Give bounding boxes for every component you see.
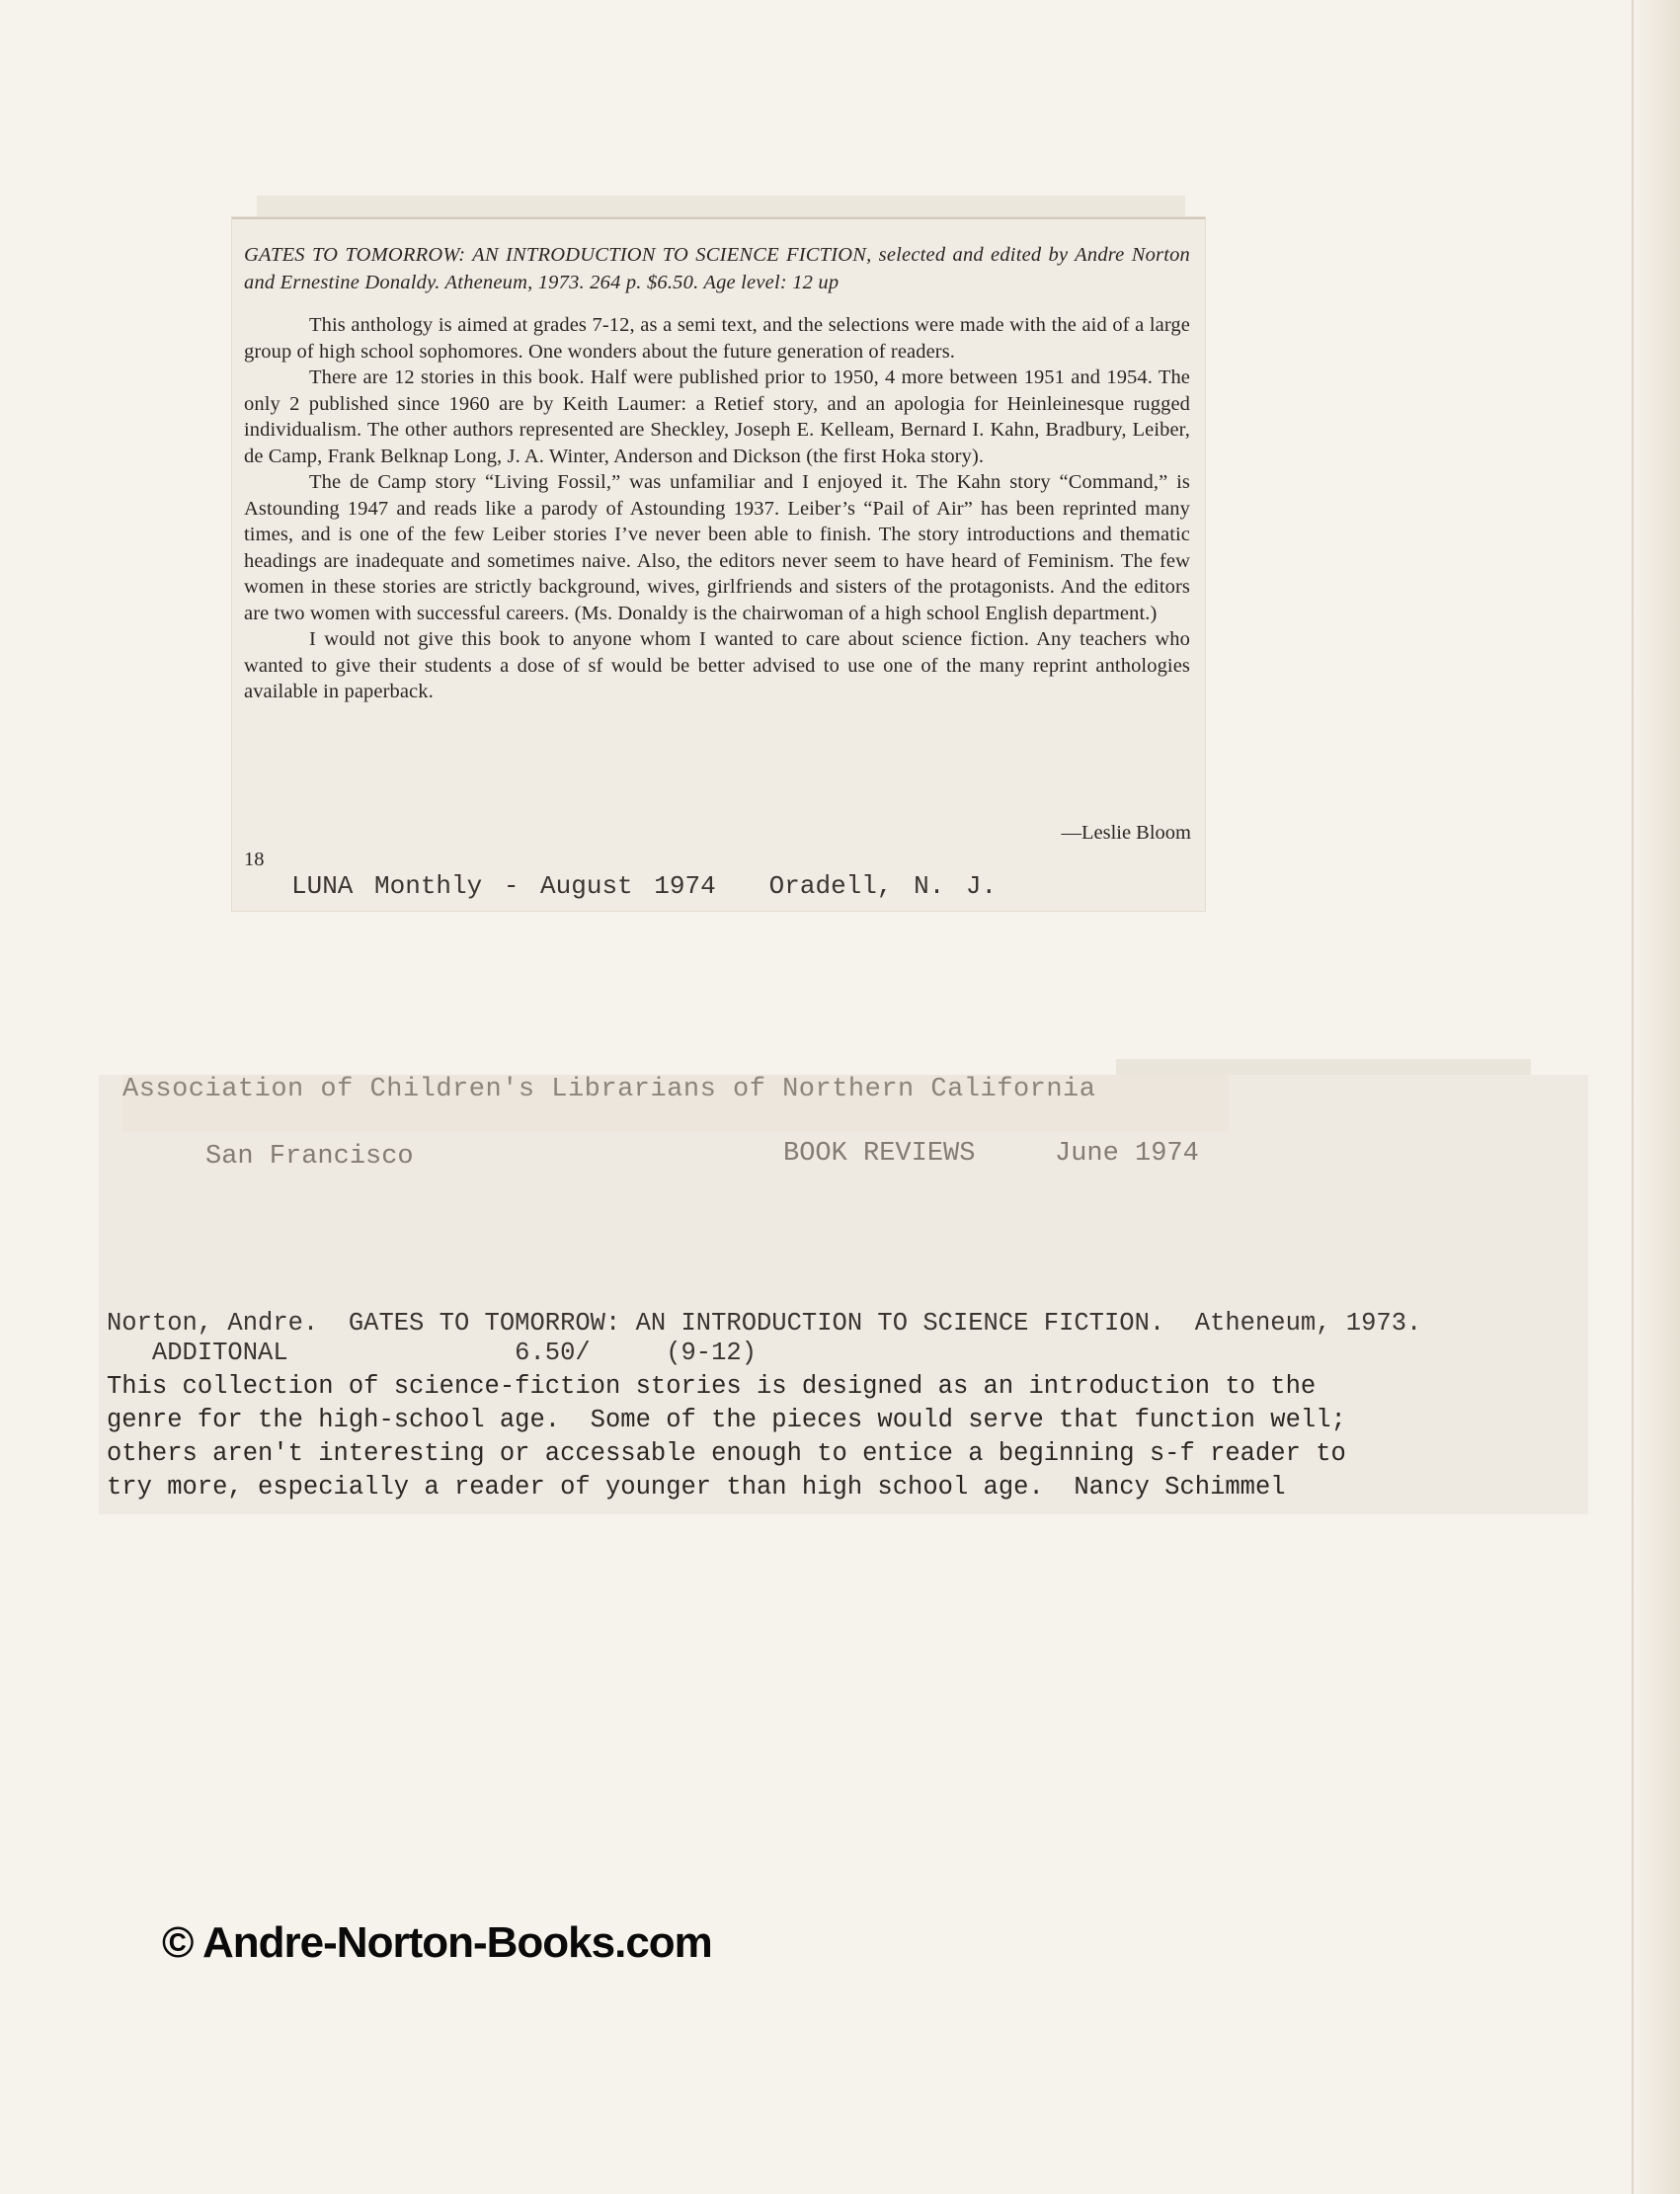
review-paragraph: There are 12 stories in this book. Half were published prior to 1950, 4 more between 1951 and 1954. The only 2 published since 1960 are by Keith Laumer: a Retief story, and an apologia for Heinleinesque rugged individualism. The other authors represented are Sheckley, Joseph E. Kelleam, Bernard I. Kahn, Bradbury, Leiber, de Camp, Frank Belknap Long, J. A. Winter, Anderson and Dickson (the first Hoka story). — [244, 366, 1190, 467]
source-annotation — [291, 871, 1050, 901]
source-location: Oradell, N. J. — [768, 871, 998, 901]
book-citation-heading: GATES TO TOMORROW: AN INTRODUCTION TO SCIENCE FICTION, selected and edited by Andre Norton and Ernestine Donaldy. Atheneum, 1973. 264 p. $6.50. Age level: 12 up — [244, 244, 1190, 293]
source-publication: LUNA Monthly - August 1974 — [291, 871, 716, 901]
book-meta: ADDITONAL 6.50/ (9-12) — [107, 1339, 758, 1367]
reviewer-signature: —Leslie Bloom — [1061, 822, 1191, 844]
association-name: Association of Children's Librarians of Northern California — [122, 1075, 1096, 1104]
city: San Francisco — [205, 1142, 414, 1172]
paper-edge-shadow — [1629, 0, 1680, 2194]
review-line: This collection of science-fiction stories is designed as an introduction to the — [107, 1372, 1317, 1401]
section-label: BOOK REVIEWS — [783, 1139, 976, 1169]
review-line: try more, especially a reader of younger than high school age. Nancy Schimmel — [107, 1473, 1286, 1502]
luna-monthly-clipping — [232, 217, 1205, 911]
typed-review — [107, 1307, 1588, 1504]
review-line: genre for the high-school age. Some of the pieces would serve that function well; — [107, 1406, 1346, 1434]
review-body — [244, 241, 1190, 705]
paper-edge-line — [1632, 0, 1634, 2194]
aclnc-clipping — [99, 1075, 1588, 1514]
review-paragraph: This anthology is aimed at grades 7-12, as a semi text, and the selections were made with the aid of a large group of high school sophomores. One wonders about the future generation of readers. — [244, 314, 1190, 363]
page-number: 18 — [244, 849, 265, 870]
review-paragraph: The de Camp story “Living Fossil,” was unfamiliar and I enjoyed it. The Kahn story “Command,” is Astounding 1947 and reads like a parody of Astounding 1937. Leiber’s “Pail of Air” has been reprinted many times, and is one of the few Leiber stories I’ve never been able to finish. The story introductions and thematic headings are inadequate and sometimes naive. Also, the editors never seem to have heard of Feminism. The few women in these stories are strictly background, wives, girlfriends and sisters of the protagonists. And the editors are two women with successful careers. (Ms. Donaldy is the chairwoman of a high school English department.) — [244, 471, 1190, 624]
book-citation: Norton, Andre. GATES TO TOMORROW: AN INTRODUCTION TO SCIENCE FICTION. Atheneum, 1973. — [107, 1309, 1422, 1338]
review-line: others aren't interesting or accessable enough to entice a beginning s-f reader to — [107, 1439, 1346, 1468]
review-paragraph: I would not give this book to anyone whom I wanted to care about science fiction. Any teachers who wanted to give their students a dose of sf would be better advised to use one of the many reprint anthologies available in paperback. — [244, 628, 1190, 702]
issue-date: June 1974 — [1055, 1139, 1199, 1169]
copyright-watermark: © Andre-Norton-Books.com — [162, 1918, 712, 1967]
